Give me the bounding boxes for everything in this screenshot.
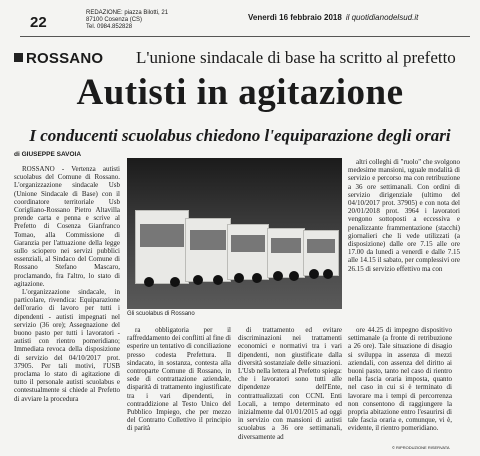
bus-image bbox=[303, 230, 339, 276]
byline: di GIUSEPPE SAVOIA bbox=[14, 151, 82, 158]
editorial-address: REDAZIONE: piazza Bilotti, 21 bbox=[86, 10, 169, 16]
section-square-icon bbox=[14, 53, 23, 62]
bus-image bbox=[227, 224, 269, 280]
article-column-2 bbox=[127, 326, 231, 441]
site-name: il quotidianodelsud.it bbox=[345, 13, 419, 22]
photo-caption: Gli scuolabus di Rossano bbox=[127, 311, 195, 317]
editorial-city: 87100 Cosenza (CS) bbox=[86, 17, 143, 23]
section-name: ROSSANO bbox=[26, 50, 104, 67]
page-header bbox=[0, 0, 480, 38]
school-buses-photo bbox=[127, 158, 342, 309]
article-paragraph: ROSSANO - Vertenza autisti scuolabus del Comune di Rossano. L'organizzazione sindacale Usb (Unione Sindacale di Base) con il coordinatore territoriale Usb Corigliano-Rossano Pietro Altavilla prende carta e penna e scrive al Prefetto di Cosenza Gianfranco Tomao, alla Commissione di Garanzia per l'attuazione della legge sullo sciopero nei servizi pubblici essenziali, al Sindaco del Comune di Rossano Stefano Mascaro, proclamando, fra l'altro, lo stato di agitazione. bbox=[14, 165, 120, 288]
page-number: 22 bbox=[30, 14, 47, 31]
editorial-contacts bbox=[86, 10, 168, 31]
article-column-5 bbox=[348, 158, 460, 328]
subheadline: I conducenti scuolabus chiedono l'equiparazione degli orari bbox=[29, 126, 451, 145]
issue-date-line bbox=[248, 13, 418, 22]
header-rule bbox=[20, 36, 470, 37]
editorial-phone: Tel. 0984.852828 bbox=[86, 24, 133, 30]
bus-image bbox=[135, 210, 189, 284]
article-paragraph: ore 44.25 di impegno dispositivo settimanale (a fronte di retribuzione a 26 ore). Tale situazione di disagio si sviluppa in assenza di mezzi aziendali, con assenza del diritto ai buoni pasto, tanto nel caso di rientro nella fascia oraria imposta, quanto nel caso in cui si è terminato di lavorare ma i tempi di percorrenza non consentono di raggiungere la propria abitazione entro l'esaurirsi di tale fascia oraria e, comunque, vi è, evidente, il rientro pomeridiano. bbox=[348, 326, 452, 433]
section-label bbox=[14, 50, 103, 67]
copyright-notice: © RIPRODUZIONE RISERVATA bbox=[392, 445, 450, 450]
article-paragraph: altri colleghi di "ruolo" che svolgono medesime mansioni, uguale modalità di servizio e percorso ma con retribuzione a 36 ore settimanali. Con ordini di servizio dirigenziale (ultimo del 04/10/2017 prot. 37905) e con nota del 20/01/2018 prot. 3964 i lavoratori vengono sottoposti a eccessiva e penalizzante frammentazione (stacchi) giornalieri che li vede utilizzati (a disposizione) dalle ore 7.15 alle ore 17.00 da lunedì a venerdì e dalle 7.15 alle 14.15 il sabato, per complessivi ore 26.15 di servizio effettivo ma con bbox=[348, 158, 460, 273]
bus-image bbox=[267, 228, 305, 278]
headline: Autisti in agitazione bbox=[76, 72, 404, 113]
bus-image bbox=[185, 218, 231, 282]
kicker: L'unione sindacale di base ha scritto al prefetto bbox=[136, 48, 456, 67]
article-paragraph: ra obbligatoria per il raffreddamento dei conflitti al fine di esperire un tentativo di conciliazione presso codesta Prefettura. Il sindacato, in sostanza, contesta alla controparte Comune di Rossano, in sede di contrattazione aziendale, disparità di trattamento ingiustificate tra i vari dipendenti, in contraddizione al Testo Unico del Pubblico Impiego, che per mezzo del Contratto Collettivo il principio di parità bbox=[127, 326, 231, 433]
issue-date: Venerdì 16 febbraio 2018 bbox=[248, 13, 342, 22]
article-paragraph: di trattamento ed evitare discriminazioni nei trattamenti economici e normativi tra i vari dipendenti, non giustificate dalla diversità sostanziale delle situazioni. L'Usb nella lettera al Prefetto spiega: che i lavoratori sono tutti alle dipendenze dell'Ente, contrattualizzati con CCNL Enti Locali, a tempo determinato ed inizialmente dal 01/01/2015 ad oggi in servizio con mansioni di autisti scuolabus a 36 ore settimanali, diversamente ad bbox=[238, 326, 342, 441]
article-column-4 bbox=[348, 326, 452, 441]
article-column-1 bbox=[14, 165, 120, 441]
article-paragraph: L'organizzazione sindacale, in particolare, rivendica: Equiparazione dell'orario di lavoro per tutti i dipendenti - autisti impegnati nel servizio (36 ore); Assegnazione del buono pasto per tutti i lavoratori - autisti con rientro pomeridiano; Immediata revoca della disposizione di servizio del 04/10/2017 prot. 37905. Per tali motivi, l'USB proclama lo stato di agitazione di tutto il personale autisti scuolabus e contestualmente si chiede al Prefetto di avviare la procedura bbox=[14, 288, 120, 403]
article-column-3 bbox=[238, 326, 342, 441]
